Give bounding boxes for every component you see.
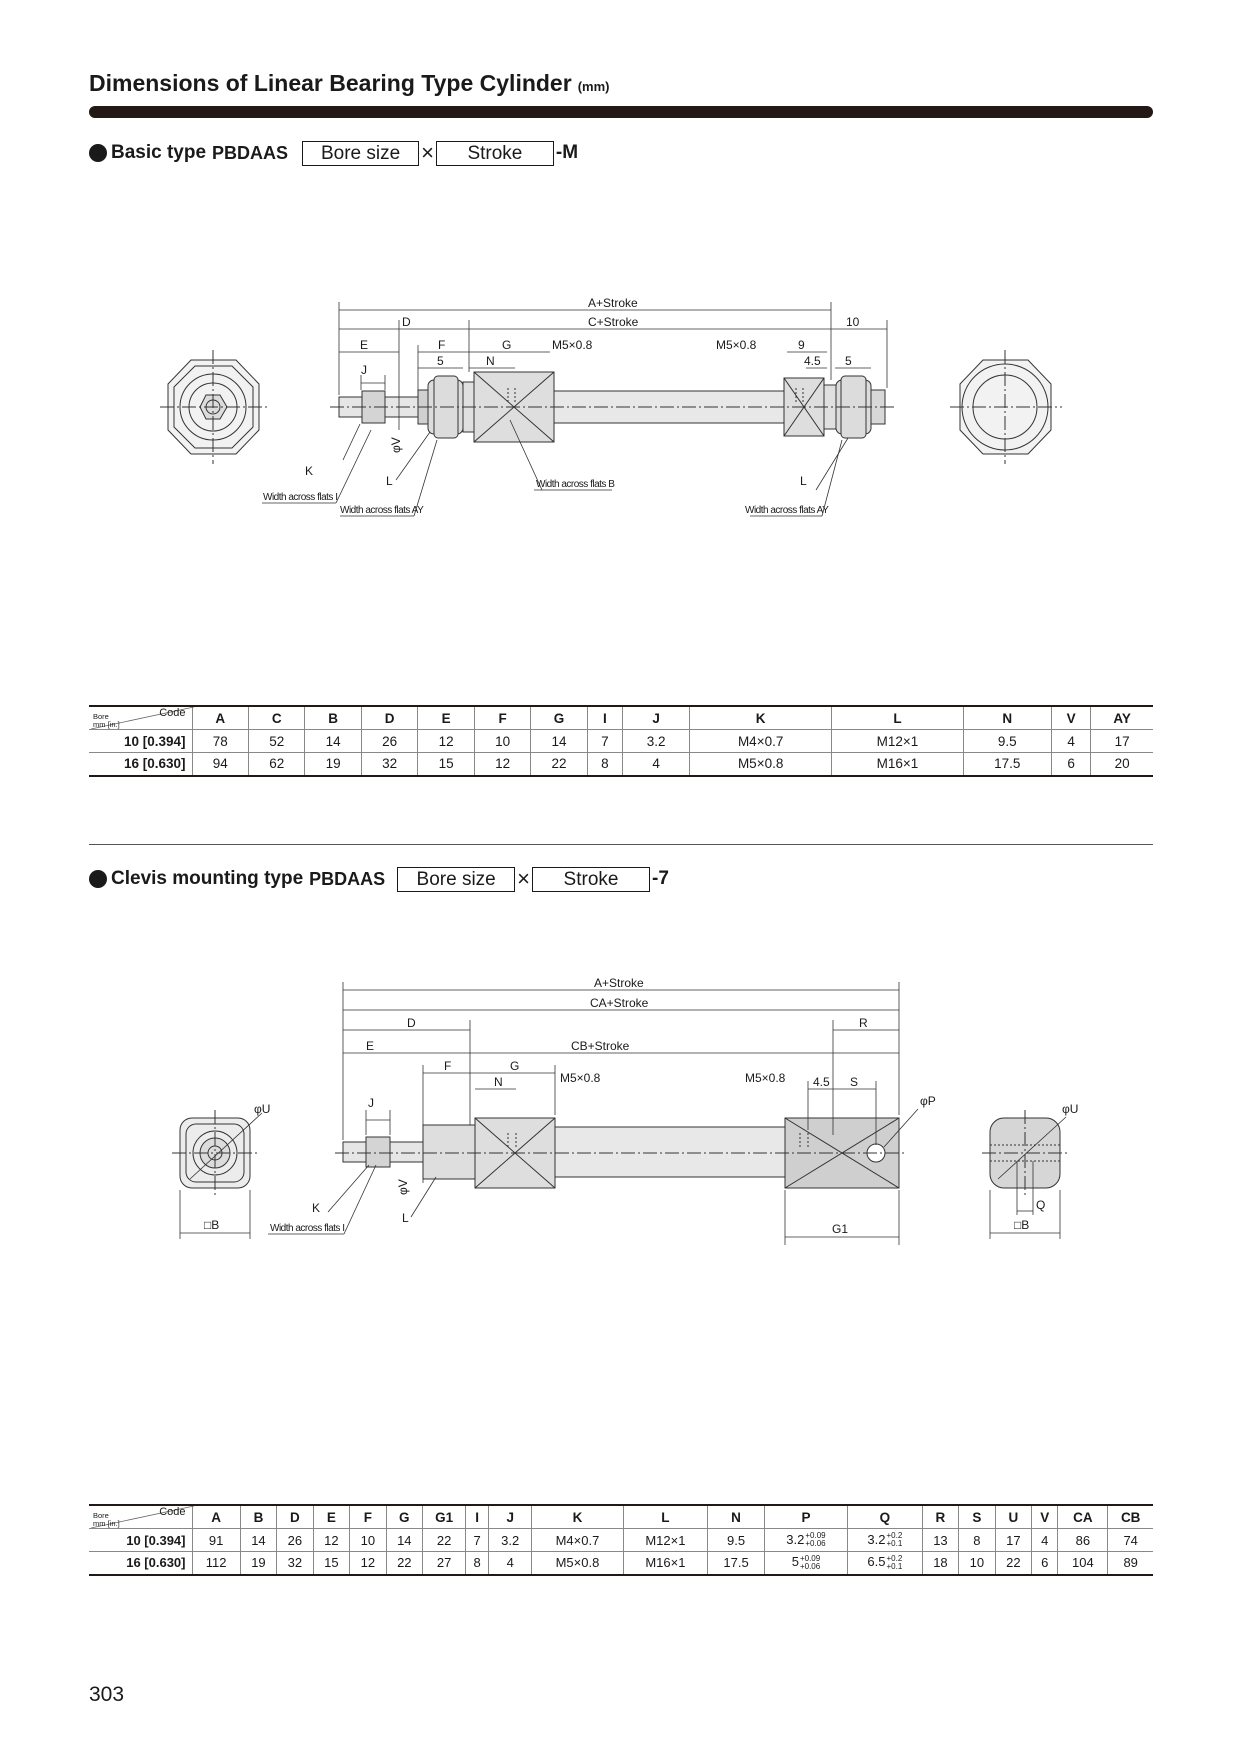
table-cell: 22 — [995, 1552, 1031, 1575]
bore-cell: 16 [0.630] — [89, 1552, 192, 1575]
table-cell: 18 — [922, 1552, 958, 1575]
basic-stroke-box: Stroke — [436, 141, 554, 166]
table-cell: 22 — [423, 1529, 466, 1552]
table-cell: M16×1 — [832, 753, 964, 776]
table-cell: 7 — [587, 730, 622, 753]
basic-heading-text: Basic type — [111, 142, 207, 163]
tol-lower: +0.06 — [805, 1539, 826, 1549]
col-header: B — [305, 706, 361, 730]
table-cell: 12 — [313, 1529, 349, 1552]
table-cell: 14 — [386, 1529, 422, 1552]
clevis-label-a-stroke: A+Stroke — [594, 976, 644, 990]
corner-bore — [93, 1512, 120, 1528]
col-header: E — [418, 706, 474, 730]
table-cell: 15 — [313, 1552, 349, 1575]
basic-label-flats-b: Width across flats B — [536, 479, 615, 490]
table-cell: 32 — [361, 753, 417, 776]
table-cell: 22 — [386, 1552, 422, 1575]
p-value: 3.2 — [786, 1531, 805, 1547]
bore-cell: 10 [0.394] — [89, 1529, 192, 1552]
basic-label-n: N — [486, 354, 495, 368]
table-cell: 4 — [1051, 730, 1091, 753]
clevis-label-sq-b-left: □B — [204, 1218, 220, 1232]
table-cell: 52 — [248, 730, 304, 753]
p-tolerance — [805, 1532, 825, 1548]
col-header: G — [386, 1505, 422, 1529]
col-header: N — [963, 706, 1051, 730]
corner-bore-label: Bore — [93, 1511, 109, 1520]
clevis-label-flats-i: Width across flats I — [270, 1223, 345, 1234]
col-header: F — [474, 706, 530, 730]
table-cell: 8 — [959, 1529, 995, 1552]
basic-label-flats-ay-left: Width across flats AY — [340, 505, 424, 516]
table-cell: M12×1 — [623, 1529, 708, 1552]
basic-label-f: F — [438, 338, 446, 352]
col-header: AY — [1091, 706, 1153, 730]
table-header-row — [89, 1505, 1153, 1529]
basic-drawing — [0, 280, 1240, 540]
table-cell: M5×0.8 — [532, 1552, 623, 1575]
table-cell: 14 — [240, 1529, 276, 1552]
basic-label-j: J — [361, 363, 367, 377]
col-header: K — [532, 1505, 623, 1529]
table-cell: 9.5 — [708, 1529, 765, 1552]
tol-upper: +0.09 — [799, 1554, 821, 1564]
col-header: N — [708, 1505, 765, 1529]
clevis-label-phi-v: φV — [396, 1179, 410, 1195]
table-cell: M16×1 — [623, 1552, 708, 1575]
clevis-left-end-view — [172, 1110, 258, 1197]
col-header: U — [995, 1505, 1031, 1529]
basic-label-a-stroke: A+Stroke — [588, 296, 638, 310]
table-cell: 17 — [1091, 730, 1153, 753]
col-header: D — [277, 1505, 313, 1529]
table-cell: 14 — [531, 730, 587, 753]
clevis-label-r: R — [859, 1016, 868, 1030]
table-row — [89, 730, 1153, 753]
clevis-label-d: D — [407, 1016, 416, 1030]
corner-bore-label: Bore — [93, 712, 109, 721]
table-cell: 86 — [1058, 1529, 1108, 1552]
table-cell: 3.2 — [489, 1529, 532, 1552]
col-header: CB — [1108, 1505, 1153, 1529]
table-cell: 6 — [1051, 753, 1091, 776]
table-cell: 74 — [1108, 1529, 1153, 1552]
table-cell: 112 — [192, 1552, 240, 1575]
table-cell: 10 — [350, 1529, 386, 1552]
table-cell-tolerance — [764, 1529, 847, 1552]
table-cell: M4×0.7 — [532, 1529, 623, 1552]
table-cell-tolerance — [764, 1552, 847, 1575]
corner-bore — [93, 713, 120, 729]
basic-label-five-right: 5 — [845, 354, 852, 368]
page-number: 303 — [89, 1683, 125, 1706]
col-header: J — [623, 706, 690, 730]
table-row — [89, 1529, 1153, 1552]
basic-label-m5-right: M5×0.8 — [716, 338, 757, 352]
bore-cell: 16 [0.630] — [89, 753, 192, 776]
basic-label-g: G — [502, 338, 512, 352]
clevis-label-g: G — [510, 1059, 520, 1073]
q-tolerance — [886, 1532, 902, 1548]
col-header: K — [690, 706, 832, 730]
clevis-label-f: F — [444, 1059, 452, 1073]
bore-cell: 10 [0.394] — [89, 730, 192, 753]
table-cell-tolerance — [847, 1552, 922, 1575]
clevis-label-n: N — [494, 1075, 503, 1089]
table-cell: 14 — [305, 730, 361, 753]
clevis-label-cb-stroke: CB+Stroke — [571, 1039, 630, 1053]
basic-bore-box: Bore size — [302, 141, 419, 166]
clevis-stroke-box: Stroke — [532, 867, 650, 892]
table-cell: 91 — [192, 1529, 240, 1552]
clevis-drawing — [0, 965, 1240, 1255]
clevis-label-m5-left: M5×0.8 — [560, 1071, 601, 1085]
col-header: I — [466, 1505, 489, 1529]
basic-left-end-view — [160, 350, 268, 464]
clevis-times: × — [517, 866, 531, 891]
tol-lower: +0.1 — [886, 1562, 903, 1572]
table-cell: 4 — [489, 1552, 532, 1575]
corner-bore-unit: mm [in.] — [93, 720, 120, 729]
basic-side-view — [330, 372, 895, 442]
table-cell: 3.2 — [623, 730, 690, 753]
table-cell: M12×1 — [832, 730, 964, 753]
table-cell: 62 — [248, 753, 304, 776]
clevis-label-j: J — [368, 1096, 374, 1110]
q-value: 3.2 — [867, 1531, 886, 1547]
table-cell: 19 — [305, 753, 361, 776]
basic-label-five-left: 5 — [437, 354, 444, 368]
basic-label-nine: 9 — [798, 338, 805, 352]
basic-label-four-five: 4.5 — [804, 354, 821, 368]
table-corner-cell — [89, 1505, 192, 1529]
table-row — [89, 1552, 1153, 1575]
q-tolerance — [886, 1555, 902, 1571]
col-header: V — [1051, 706, 1091, 730]
clevis-model: PBDAAS — [309, 868, 386, 889]
col-header: A — [192, 1505, 240, 1529]
clevis-label-l: L — [402, 1211, 409, 1225]
clevis-heading-text: Clevis mounting type — [111, 868, 304, 889]
col-header: I — [587, 706, 622, 730]
p-tolerance — [800, 1555, 820, 1571]
table-cell: 104 — [1058, 1552, 1108, 1575]
clevis-label-ca-stroke: CA+Stroke — [590, 996, 649, 1010]
table-cell: 26 — [277, 1529, 313, 1552]
clevis-label-q: Q — [1036, 1198, 1046, 1212]
page-title — [89, 70, 609, 97]
basic-label-k: K — [305, 464, 314, 478]
table-header-row — [89, 706, 1153, 730]
table-cell: M4×0.7 — [690, 730, 832, 753]
basic-label-flats-ay-right: Width across flats AY — [745, 505, 829, 516]
clevis-label-s: S — [850, 1075, 859, 1089]
basic-label-e: E — [360, 338, 369, 352]
basic-label-m5-left: M5×0.8 — [552, 338, 593, 352]
corner-code: Code — [159, 707, 186, 719]
clevis-label-e: E — [366, 1039, 375, 1053]
basic-label-ten: 10 — [846, 315, 860, 329]
table-cell: 8 — [466, 1552, 489, 1575]
table-cell: 9.5 — [963, 730, 1051, 753]
basic-dimension-table — [89, 705, 1153, 777]
corner-bore-unit: mm [in.] — [93, 1519, 120, 1528]
clevis-label-sq-b-right: □B — [1014, 1218, 1030, 1232]
basic-label-phi-v: φV — [389, 437, 403, 453]
col-header: R — [922, 1505, 958, 1529]
clevis-label-g1: G1 — [832, 1222, 849, 1236]
table-cell: 12 — [350, 1552, 386, 1575]
basic-suffix: -M — [555, 142, 579, 163]
table-cell: 20 — [1091, 753, 1153, 776]
table-cell: 17.5 — [963, 753, 1051, 776]
basic-right-end-view — [950, 350, 1062, 464]
title-bar — [89, 106, 1153, 118]
col-header: J — [489, 1505, 532, 1529]
col-header: V — [1032, 1505, 1058, 1529]
clevis-label-k: K — [312, 1201, 321, 1215]
table-cell: 12 — [418, 730, 474, 753]
page-title-text: Dimensions of Linear Bearing Type Cylinder — [89, 70, 572, 96]
bullet-icon — [89, 144, 107, 162]
col-header: E — [313, 1505, 349, 1529]
basic-label-c-stroke: C+Stroke — [588, 315, 639, 329]
clevis-suffix: -7 — [652, 868, 669, 889]
unit-label: (mm) — [577, 79, 610, 94]
basic-label-d: D — [402, 315, 411, 329]
clevis-heading — [89, 866, 669, 892]
table-cell: 78 — [192, 730, 248, 753]
clevis-label-m5-right: M5×0.8 — [745, 1071, 786, 1085]
corner-code: Code — [159, 1506, 186, 1518]
table-cell: 26 — [361, 730, 417, 753]
col-header: B — [240, 1505, 276, 1529]
col-header: A — [192, 706, 248, 730]
tol-lower: +0.06 — [799, 1562, 821, 1572]
col-header: F — [350, 1505, 386, 1529]
basic-model: PBDAAS — [212, 142, 289, 163]
table-cell: 89 — [1108, 1552, 1153, 1575]
table-cell: 6 — [1032, 1552, 1058, 1575]
table-corner-cell — [89, 706, 192, 730]
tol-upper: +0.09 — [805, 1531, 826, 1541]
basic-heading — [89, 140, 578, 166]
clevis-bore-box: Bore size — [397, 867, 515, 892]
table-cell: 32 — [277, 1552, 313, 1575]
table-cell: 4 — [623, 753, 690, 776]
table-cell: 12 — [474, 753, 530, 776]
tol-upper: +0.2 — [886, 1531, 903, 1541]
table-cell: 7 — [466, 1529, 489, 1552]
col-header: S — [959, 1505, 995, 1529]
p-value: 5 — [791, 1554, 799, 1570]
q-value: 6.5 — [867, 1554, 886, 1570]
table-cell-tolerance — [847, 1529, 922, 1552]
table-cell: 15 — [418, 753, 474, 776]
basic-times: × — [421, 140, 434, 165]
tol-upper: +0.2 — [886, 1554, 903, 1564]
table-cell: 10 — [959, 1552, 995, 1575]
table-cell: 4 — [1032, 1529, 1058, 1552]
clevis-label-four-five: 4.5 — [813, 1075, 830, 1089]
table-cell: 27 — [423, 1552, 466, 1575]
clevis-dimension-table — [89, 1504, 1153, 1576]
clevis-side-view — [335, 1118, 905, 1188]
col-header: G1 — [423, 1505, 466, 1529]
clevis-label-phi-u-right: φU — [1062, 1102, 1079, 1116]
table-cell: 19 — [240, 1552, 276, 1575]
tol-lower: +0.1 — [886, 1539, 903, 1549]
basic-label-l-right: L — [800, 474, 807, 488]
col-header: L — [832, 706, 964, 730]
table-cell: 10 — [474, 730, 530, 753]
bullet-icon — [89, 870, 107, 888]
basic-label-flats-i: Width across flats I — [263, 492, 338, 503]
section-divider — [89, 844, 1153, 845]
table-cell: 8 — [587, 753, 622, 776]
col-header: Q — [847, 1505, 922, 1529]
table-cell: M5×0.8 — [690, 753, 832, 776]
col-header: G — [531, 706, 587, 730]
col-header: CA — [1058, 1505, 1108, 1529]
table-cell: 94 — [192, 753, 248, 776]
col-header: D — [361, 706, 417, 730]
table-row — [89, 753, 1153, 776]
table-cell: 22 — [531, 753, 587, 776]
clevis-label-phi-u-left: φU — [254, 1102, 271, 1116]
table-cell: 17 — [995, 1529, 1031, 1552]
basic-label-l-left: L — [386, 474, 393, 488]
clevis-label-phi-p: φP — [920, 1094, 936, 1108]
col-header: C — [248, 706, 304, 730]
clevis-right-end-view — [982, 1110, 1068, 1197]
table-cell: 17.5 — [708, 1552, 765, 1575]
col-header: P — [764, 1505, 847, 1529]
table-cell: 13 — [922, 1529, 958, 1552]
col-header: L — [623, 1505, 708, 1529]
